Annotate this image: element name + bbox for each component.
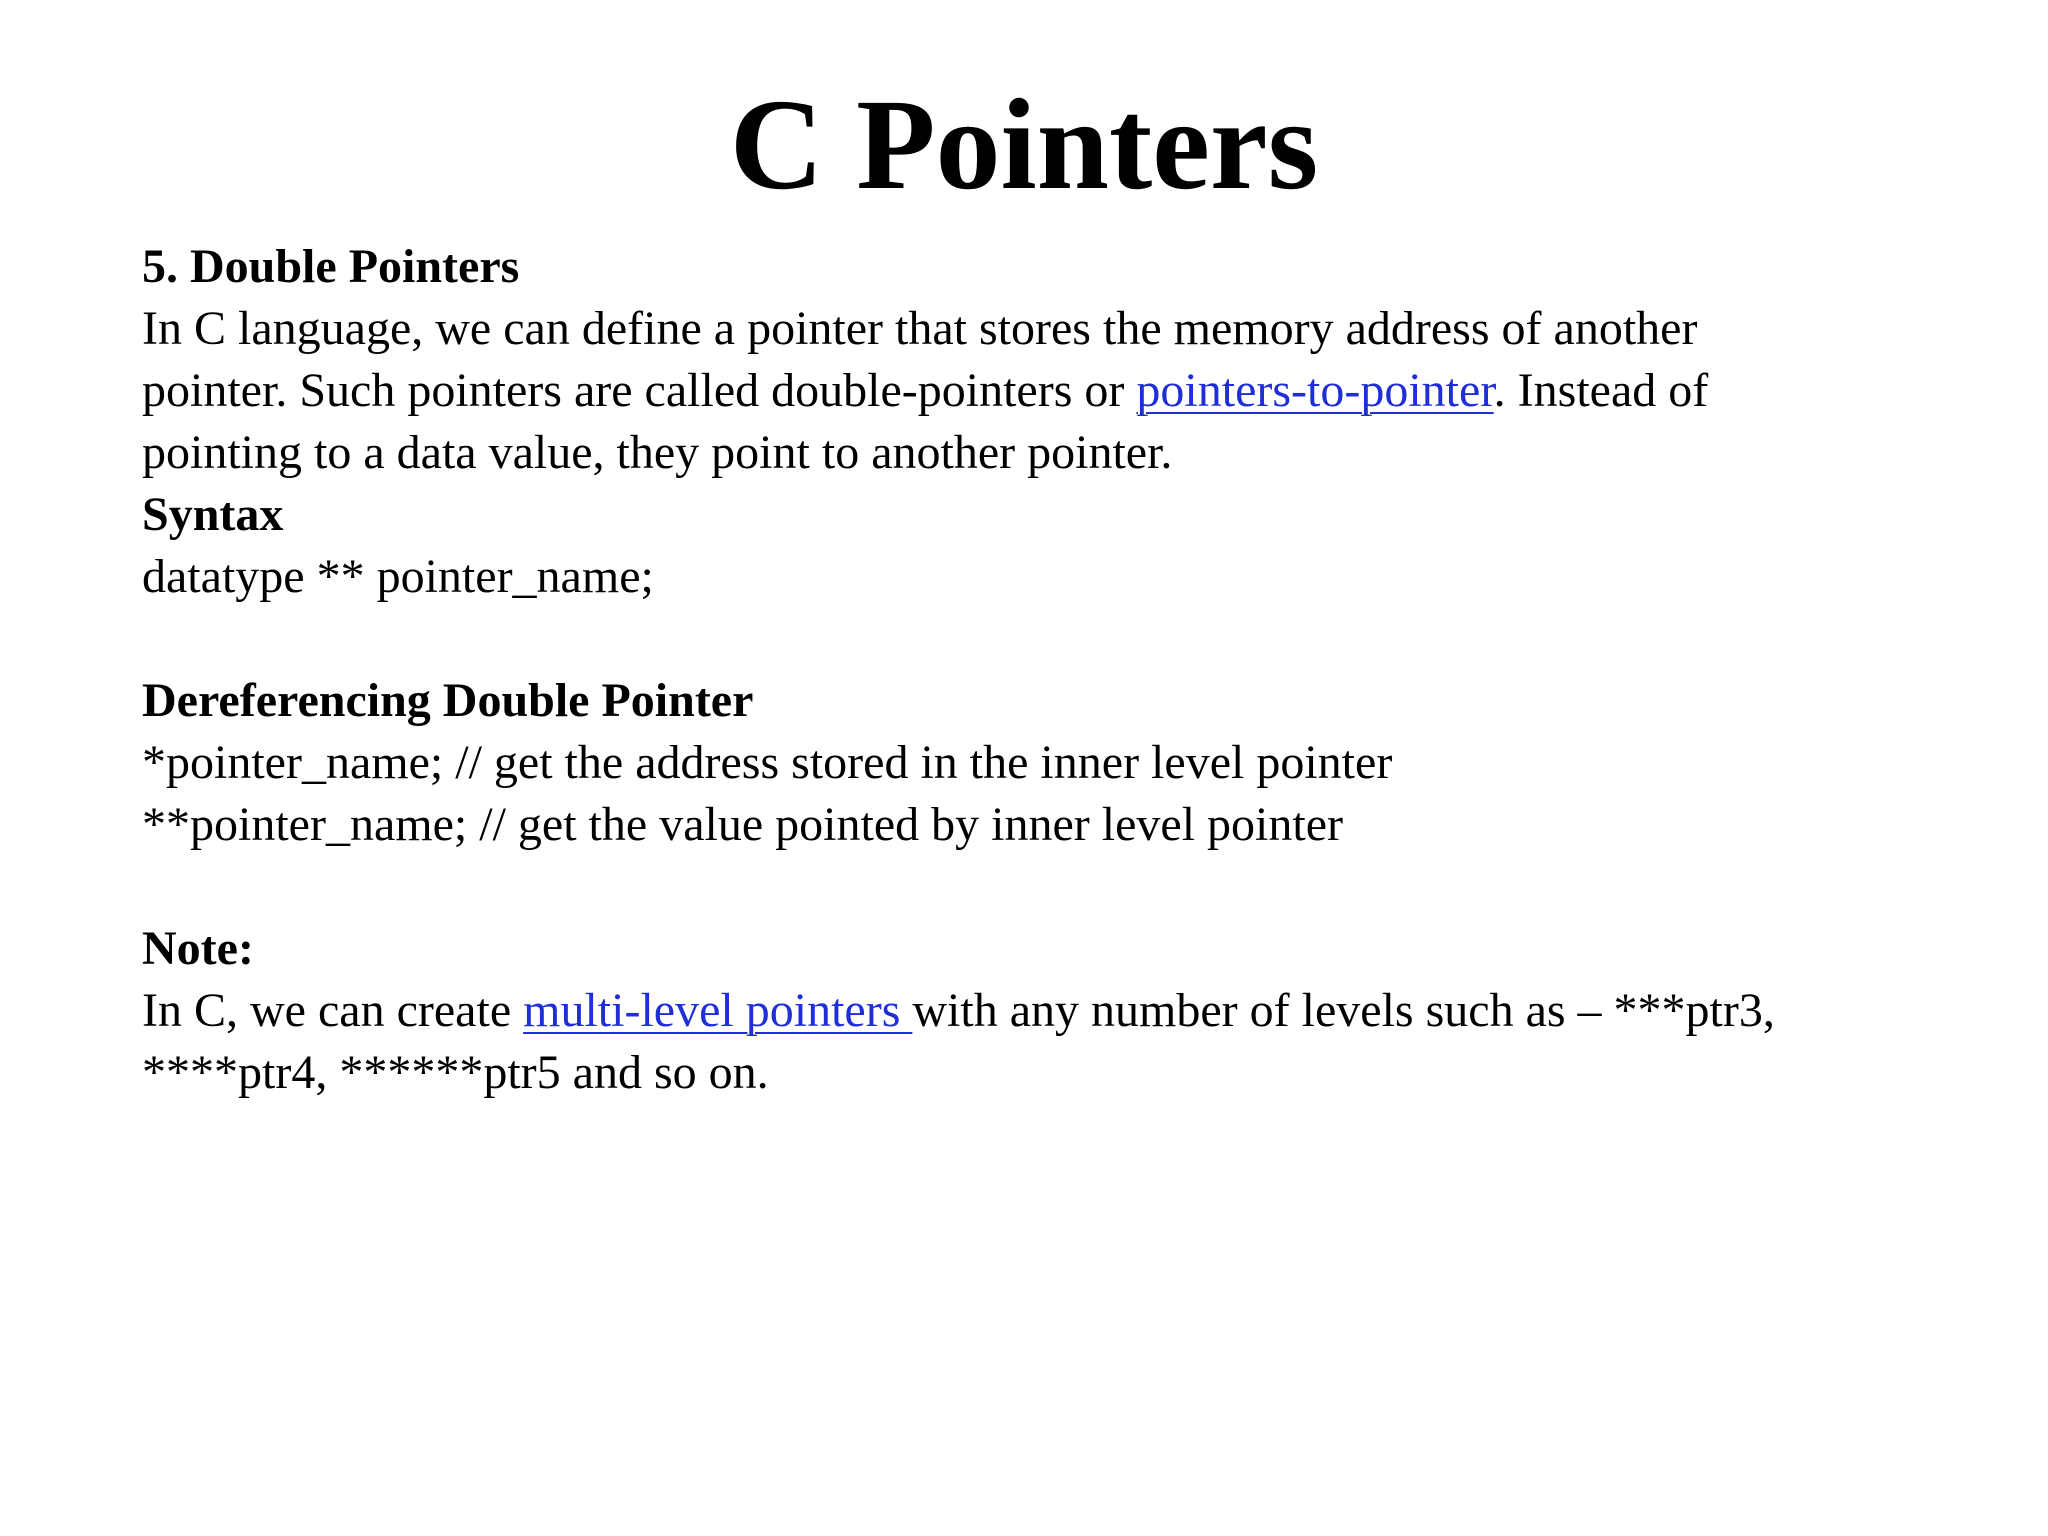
note-line-1-text-before: In C, we can create (142, 984, 524, 1037)
intro-line-2-text-after: . Instead of (1493, 364, 1709, 417)
spacer (142, 856, 1942, 918)
note-line-1 (142, 980, 1942, 1042)
note-line-1-text-after: with any number of levels such as – ***ptr3, (912, 984, 1775, 1037)
pointers-to-pointer-link[interactable]: pointers-to-pointer (1136, 364, 1494, 417)
note-line-2: ****ptr4, ******ptr5 and so on. (142, 1046, 769, 1099)
spacer (142, 608, 1942, 670)
section-heading: 5. Double Pointers (142, 240, 520, 293)
dereferencing-line-1: *pointer_name; // get the address stored in the inner level pointer (142, 736, 1393, 789)
note-heading: Note: (142, 922, 254, 975)
dereferencing-line-2: **pointer_name; // get the value pointed by inner level pointer (142, 798, 1343, 851)
syntax-heading: Syntax (142, 488, 284, 541)
multi-level-pointers-link[interactable]: multi-level pointers (523, 984, 913, 1037)
intro-line-3: pointing to a data value, they point to another pointer. (142, 426, 1173, 479)
slide-title: C Pointers (729, 73, 1319, 217)
syntax-code: datatype ** pointer_name; (142, 550, 654, 603)
dereferencing-heading: Dereferencing Double Pointer (142, 674, 754, 727)
intro-line-1: In C language, we can define a pointer that stores the memory address of another (142, 302, 1698, 355)
intro-line-2 (142, 360, 1942, 422)
intro-line-2-text-before: pointer. Such pointers are called double-pointers or (142, 364, 1137, 417)
slide-body (142, 236, 1942, 1104)
